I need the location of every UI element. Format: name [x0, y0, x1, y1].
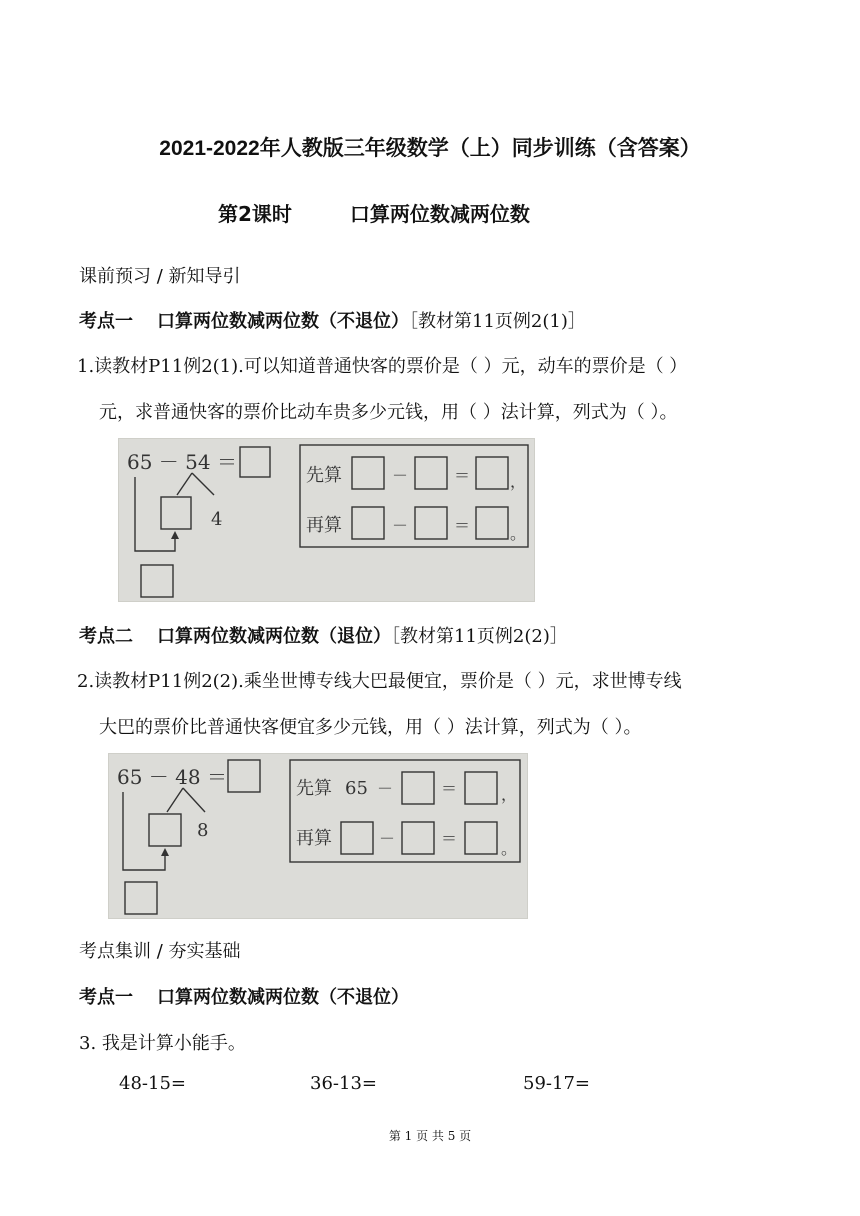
knowledge-point-3: [79, 983, 409, 1009]
fig1-box: [415, 507, 447, 539]
knowledge-point-2: [79, 622, 568, 648]
fig2-first-label: 先算: [296, 778, 332, 799]
page-footer: 第 1 页 共 5 页: [388, 1129, 472, 1143]
question-1-line-1: 1.读教材P11例2(1).可以知道普通快客的票价是（ ）元，动车的票价是（ ）: [77, 356, 688, 377]
fig1-box: [476, 457, 508, 489]
fig1-split-line-right: [192, 473, 214, 495]
kd-reference: ［教材第11页例2(2)］: [391, 626, 568, 647]
fig1-answer-box: [240, 447, 270, 477]
fig2-first-number: 65: [345, 778, 368, 799]
fig2-period: 。: [501, 839, 518, 858]
fig2-box: [465, 822, 497, 854]
fig2-box: [402, 822, 434, 854]
fig2-arrow-line: [123, 792, 165, 870]
fig2-then-label: 再算: [296, 828, 332, 849]
fig1-equals: ＝: [454, 516, 471, 535]
kd-topic: 口算两位数减两位数（不退位）: [157, 311, 409, 332]
fig1-equals: ＝: [454, 466, 471, 485]
exercise-item: 59-17=: [523, 1073, 590, 1094]
section-preview-heading: 课前预习 / 新知导引: [79, 266, 241, 287]
kd-label: 考点一: [79, 311, 133, 332]
fig1-split-box: [161, 497, 191, 529]
kd-label: 考点一: [79, 987, 133, 1008]
question-3: 3. 我是计算小能手。: [79, 1033, 246, 1054]
fig1-box: [415, 457, 447, 489]
question-2-line-2: 大巴的票价比普通快客便宜多少元钱，用（ ）法计算，列式为（ ）。: [99, 717, 642, 738]
fig2-split-line-right: [183, 788, 205, 812]
figure-1-photo: [118, 438, 535, 602]
fig2-arrow-head: [161, 848, 169, 856]
fig2-answer-box: [228, 760, 260, 792]
fig2-minus: －: [379, 829, 396, 848]
fig2-result-box: [125, 882, 157, 914]
question-2-line-1: 2.读教材P11例2(2).乘坐世博专线大巴最便宜，票价是（ ）元，求世博专线: [77, 671, 682, 692]
fig2-equals: ＝: [441, 779, 458, 798]
fig1-box: [476, 507, 508, 539]
fig1-box: [352, 457, 384, 489]
fig2-box: [402, 772, 434, 804]
fig1-comma: ，: [510, 472, 527, 491]
fig2-equals: ＝: [441, 829, 458, 848]
fig1-arrow-head: [171, 531, 179, 539]
document-title: 2021-2022年人教版三年级数学（上）同步训练（含答案）: [159, 137, 701, 160]
question-1-line-2: 元，求普通快客的票价比动车贵多少元钱，用（ ）法计算，列式为（ ）。: [99, 402, 678, 423]
fig2-split-value: 8: [197, 820, 209, 841]
fig1-then-label: 再算: [306, 515, 342, 536]
kd-label: 考点二: [79, 626, 133, 647]
fig2-minus: －: [377, 779, 394, 798]
exercise-item: 48-15=: [119, 1073, 186, 1094]
exercise-item: 36-13=: [310, 1073, 377, 1094]
kd-topic: 口算两位数减两位数（退位）: [157, 626, 391, 647]
fig1-minus: －: [392, 466, 409, 485]
fig1-minus: －: [392, 516, 409, 535]
lesson-number: 第2课时: [218, 202, 292, 226]
fig2-box: [341, 822, 373, 854]
fig2-split-line-left: [167, 788, 183, 812]
fig1-box: [352, 507, 384, 539]
figure-2-photo: [108, 753, 528, 919]
fig2-expression: 65 － 48 ＝: [117, 765, 227, 789]
lesson-heading: [218, 198, 530, 227]
fig1-first-label: 先算: [306, 465, 342, 486]
fig1-arrow-line: [135, 477, 175, 551]
fig1-split-value: 4: [211, 509, 223, 530]
section-practice-heading: 考点集训 / 夯实基础: [79, 941, 241, 962]
fig2-comma: ，: [501, 785, 518, 804]
fig1-expression: 65 － 54 ＝: [127, 450, 237, 474]
knowledge-point-1: [79, 307, 586, 333]
kd-reference: ［教材第11页例2(1)］: [409, 311, 586, 332]
kd-topic: 口算两位数减两位数（不退位）: [157, 987, 409, 1008]
fig1-period: 。: [510, 524, 527, 543]
fig1-result-box: [141, 565, 173, 597]
fig2-box: [465, 772, 497, 804]
fig1-split-line-left: [177, 473, 192, 495]
fig2-split-box: [149, 814, 181, 846]
lesson-name: 口算两位数减两位数: [349, 202, 530, 226]
